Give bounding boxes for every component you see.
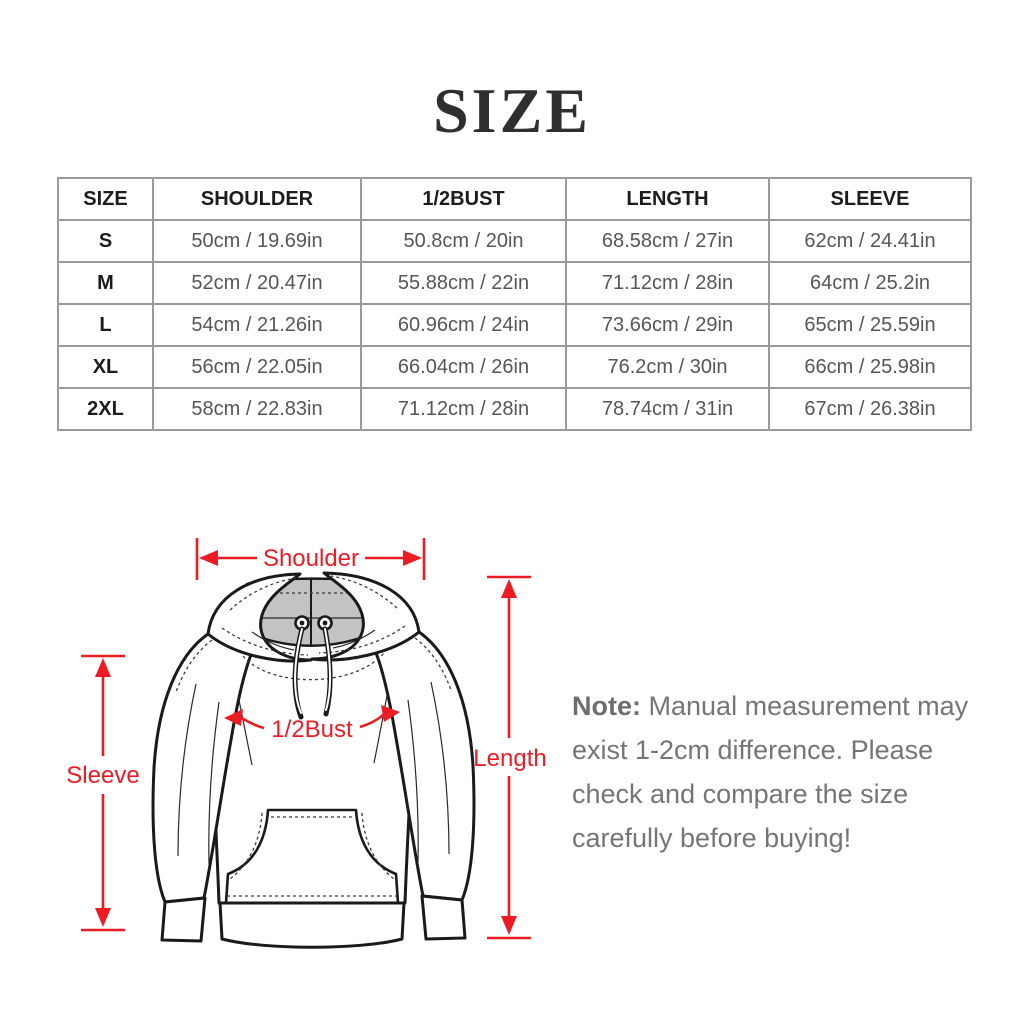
arrowhead [501,579,517,598]
note-line: exist 1-2cm difference. Please [572,735,934,765]
sleeve-cell: 66cm / 25.98in [769,346,971,388]
sleeve-cell: 67cm / 26.38in [769,388,971,430]
note-line: check and compare the size [572,779,909,809]
sleeve-dimension-label: Sleeve [66,762,140,789]
shoulder-cell: 54cm / 21.26in [153,304,361,346]
bust-cell: 60.96cm / 24in [361,304,566,346]
header-size: SIZE [58,178,153,220]
shoulder-cell: 50cm / 19.69in [153,220,361,262]
length-cell: 68.58cm / 27in [566,220,769,262]
shoulder-cell: 56cm / 22.05in [153,346,361,388]
sleeve-cell: 64cm / 25.2in [769,262,971,304]
measurement-note [572,684,982,860]
sleeve-cell: 65cm / 25.59in [769,304,971,346]
bust-cell: 71.12cm / 28in [361,388,566,430]
length-cell: 78.74cm / 31in [566,388,769,430]
header-length: LENGTH [566,178,769,220]
bust-cell: 50.8cm / 20in [361,220,566,262]
length-cell: 76.2cm / 30in [566,346,769,388]
size-cell: L [58,304,153,346]
arrowhead [95,658,111,677]
note-line [572,684,982,728]
hoodie-drawing [153,573,474,947]
sleeve-cell: 62cm / 24.41in [769,220,971,262]
shoulder-dimension-label: Shoulder [262,545,360,572]
size-cell: S [58,220,153,262]
header-sleeve: SLEEVE [769,178,971,220]
bust-dimension-label: 1/2Bust [271,716,353,743]
eyelet-left-hole [300,621,305,626]
arrowhead [501,916,517,935]
bust-cell: 55.88cm / 22in [361,262,566,304]
size-cell: XL [58,346,153,388]
shoulder-cell: 58cm / 22.83in [153,388,361,430]
size-cell: M [58,262,153,304]
note-text: Manual measurement may [648,691,969,721]
header-bust: 1/2BUST [361,178,566,220]
bust-cell: 66.04cm / 26in [361,346,566,388]
waistband [220,903,404,947]
note-label: Note: [572,691,641,721]
length-dimension-arrow [473,577,546,938]
size-cell: 2XL [58,388,153,430]
length-cell: 73.66cm / 29in [566,304,769,346]
sleeve-dimension-arrow [66,656,139,930]
shoulder-cell: 52cm / 20.47in [153,262,361,304]
eyelet-right-hole [323,621,328,626]
arrowhead [403,550,422,566]
shoulder-dimension-arrow [197,538,424,580]
arrowhead [95,908,111,927]
header-shoulder: SHOULDER [153,178,361,220]
note-line: carefully before buying! [572,823,852,853]
arrowhead [199,550,218,566]
right-cuff [422,896,465,939]
page-title: SIZE [433,75,591,146]
left-cuff [162,898,205,941]
length-dimension-label: Length [473,745,547,772]
length-cell: 71.12cm / 28in [566,262,769,304]
